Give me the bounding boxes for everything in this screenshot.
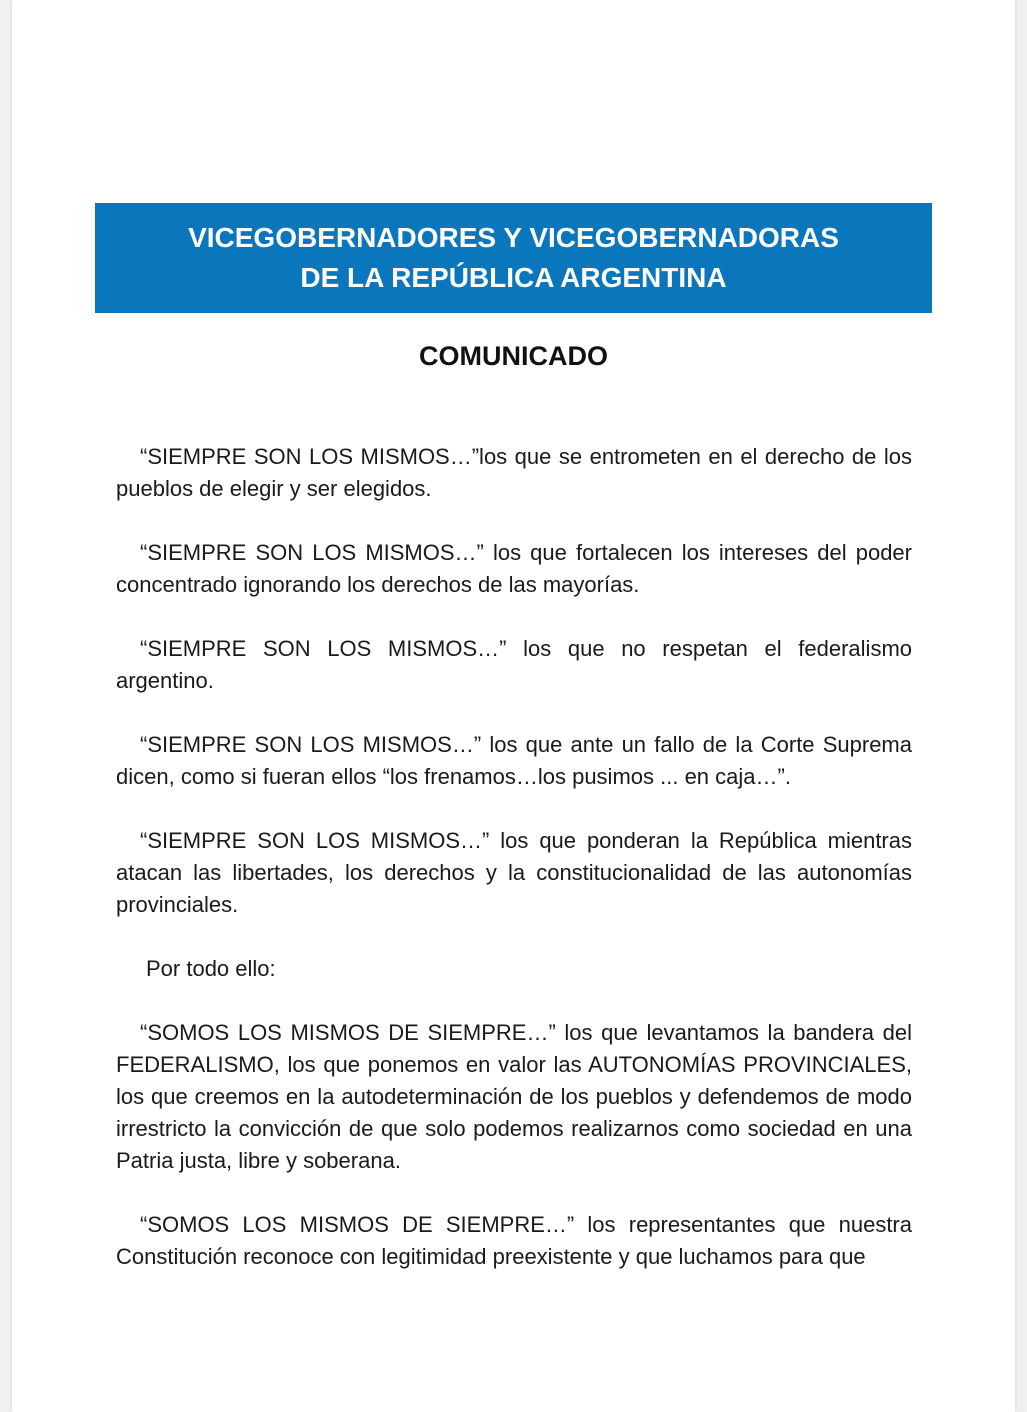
document-body — [116, 441, 912, 1305]
document-title: COMUNICADO — [419, 341, 608, 371]
paragraph-7: “SOMOS LOS MISMOS DE SIEMPRE…” los que levantamos la bandera del FEDERALISMO, los que ponemos en valor las AUTONOMÍAS PROVINCIALES, los que creemos en la autodeterminación de los pueblos y defendemos de modo irrestricto la convicción de que solo podemos realizarnos como sociedad en una Patria justa, libre y soberana. — [116, 1020, 912, 1173]
paragraph-4: “SIEMPRE SON LOS MISMOS…” los que ante un fallo de la Corte Suprema dicen, como si fueran ellos “los frenamos…los pusimos ... en caja…”. — [116, 732, 912, 789]
paragraph-5: “SIEMPRE SON LOS MISMOS…” los que ponderan la República mientras atacan las libertades, los derechos y la constitucionalidad de las autonomías provinciales. — [116, 828, 912, 917]
banner-line-1: VICEGOBERNADORES Y VICEGOBERNADORAS — [188, 222, 839, 253]
paragraph-6: Por todo ello: — [146, 956, 276, 981]
paragraph-1: “SIEMPRE SON LOS MISMOS…”los que se entrometen en el derecho de los pueblos de elegir y ser elegidos. — [116, 444, 912, 501]
header-banner — [95, 203, 932, 313]
paragraph-3: “SIEMPRE SON LOS MISMOS…” los que no respetan el federalismo argentino. — [116, 636, 912, 693]
document-page — [12, 0, 1015, 1412]
paragraph-2: “SIEMPRE SON LOS MISMOS…” los que fortalecen los intereses del poder concentrado ignorando los derechos de las mayorías. — [116, 540, 912, 597]
paragraph-8: “SOMOS LOS MISMOS DE SIEMPRE…” los representantes que nuestra Constitución reconoce con legitimidad preexistente y que luchamos para que — [116, 1212, 912, 1269]
banner-line-2: DE LA REPÚBLICA ARGENTINA — [300, 262, 727, 293]
